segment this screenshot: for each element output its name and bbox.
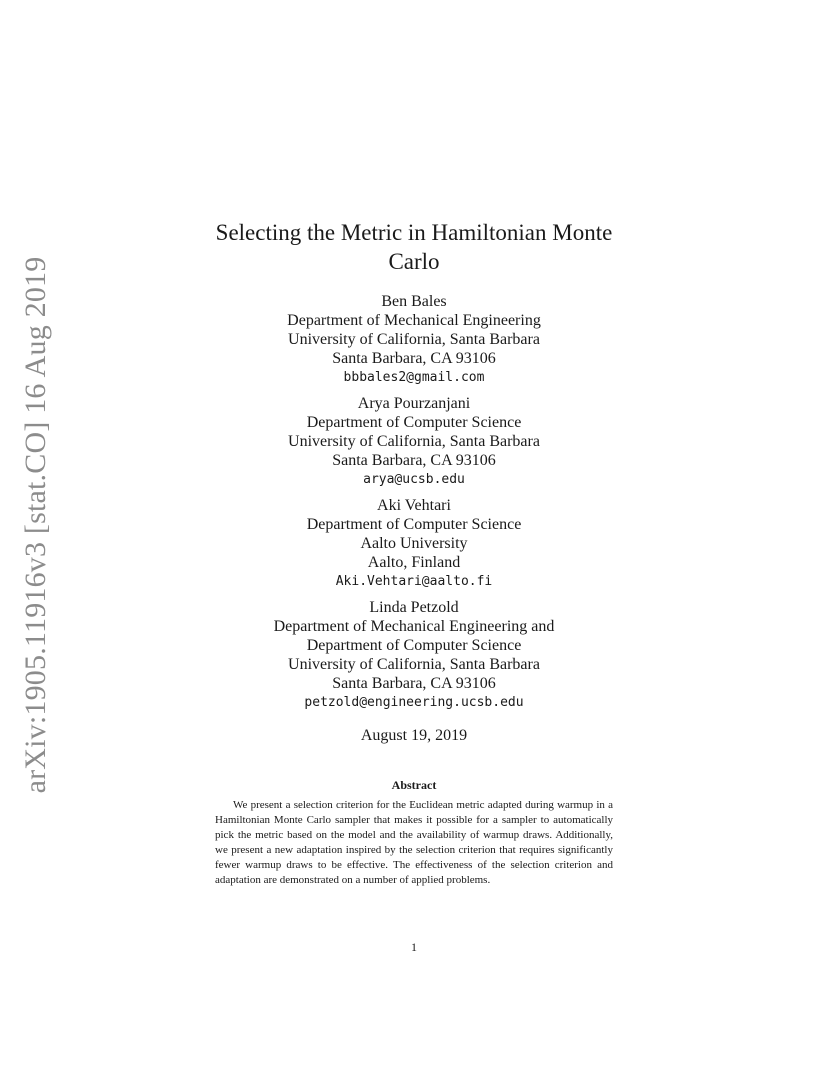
publication-date: August 19, 2019 <box>360 727 468 744</box>
author-affiliation-line: Santa Barbara, CA 93106 <box>332 452 496 469</box>
author-affiliation-line: Aalto, Finland <box>367 554 461 571</box>
author-block <box>200 496 628 591</box>
author-affiliation-line: Aalto University <box>360 535 468 552</box>
author-affiliation-line: Department of Mechanical Engineering <box>287 312 541 329</box>
author-affiliation-line: Department of Mechanical Engineering and <box>273 618 555 635</box>
author-affiliation-line: Santa Barbara, CA 93106 <box>332 350 496 367</box>
author-affiliation-line: University of California, Santa Barbara <box>288 656 540 673</box>
page-number: 1 <box>411 940 417 954</box>
author-affiliation-line: Department of Computer Science <box>306 637 522 654</box>
author-list <box>200 292 628 719</box>
author-affiliation-line: University of California, Santa Barbara <box>288 331 540 348</box>
abstract-heading: Abstract <box>391 778 437 792</box>
abstract-body: We present a selection criterion for the Euclidean metric adapted during warmup in a Hamiltonian Monte Carlo sampler that makes it possible for a sampler to automatically pick the metric based on the model and the availability of warmup draws. Additionally, we present a new adaptation inspired by the selection criterion that requires significantly fewer warmup draws to be effective. The effectiveness of the selection criterion and adaptation are demonstrated on a number of applied problems. <box>215 799 613 886</box>
paper-title <box>200 218 628 276</box>
author-affiliation-line: University of California, Santa Barbara <box>288 433 540 450</box>
title-line-1: Selecting the Metric in Hamiltonian Monte <box>215 220 613 245</box>
arxiv-identifier: arXiv:1905.11916v3 [stat.CO] 16 Aug 2019 <box>19 256 52 794</box>
author-name: Arya Pourzanjani <box>357 395 471 412</box>
author-block <box>200 292 628 387</box>
author-name: Aki Vehtari <box>377 497 451 514</box>
author-email: Aki.Vehtari@aalto.fi <box>335 574 493 589</box>
author-block <box>200 394 628 489</box>
author-email: petzold@engineering.ucsb.edu <box>304 695 524 710</box>
author-email: arya@ucsb.edu <box>363 472 465 487</box>
author-affiliation-line: Department of Computer Science <box>306 414 522 431</box>
author-name: Linda Petzold <box>369 599 459 616</box>
author-affiliation-line: Department of Computer Science <box>306 516 522 533</box>
author-affiliation-line: Santa Barbara, CA 93106 <box>332 675 496 692</box>
author-block <box>200 598 628 712</box>
title-line-2: Carlo <box>388 249 440 274</box>
author-name: Ben Bales <box>381 293 447 310</box>
author-email: bbbales2@gmail.com <box>343 370 485 385</box>
